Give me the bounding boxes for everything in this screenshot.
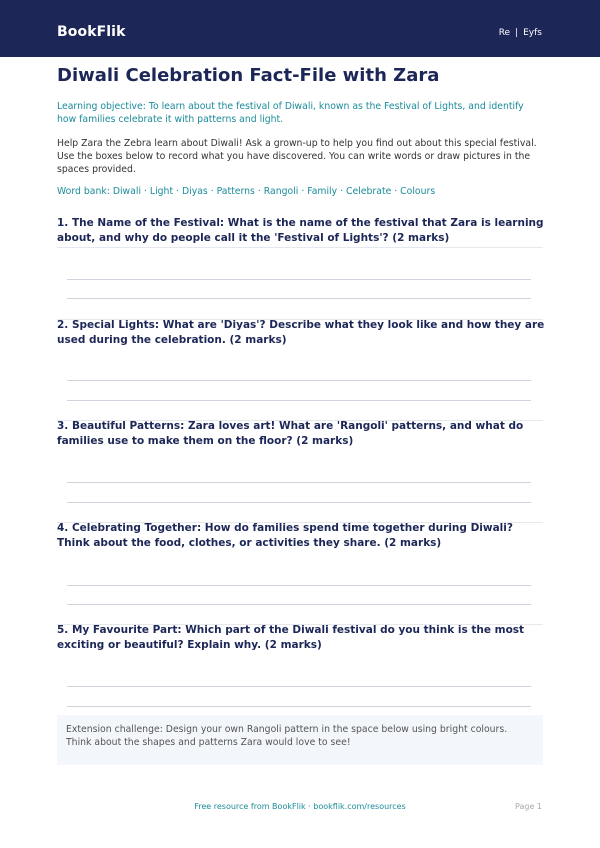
- answer-line[interactable]: [67, 706, 531, 707]
- footer: [0, 800, 600, 814]
- header-link-eyfs[interactable]: Eyfs: [523, 28, 542, 38]
- separator: |: [515, 28, 519, 38]
- question-underline: [57, 247, 543, 248]
- extension-challenge-text: Extension challenge: Design your own Rangoli pattern in the space below using bright colours. Think about the shapes and patterns Zara would love to see!: [66, 724, 508, 748]
- answer-line[interactable]: [67, 686, 531, 687]
- question-underline: [57, 624, 543, 625]
- top-header-bar: [0, 0, 600, 57]
- answer-line[interactable]: [67, 400, 531, 401]
- answer-line[interactable]: [67, 502, 531, 503]
- brand-logo[interactable]: BookFlik: [57, 24, 126, 40]
- answer-line[interactable]: [67, 604, 531, 605]
- question-1: 1. The Name of the Festival: What is the name of the festival that Zara is learning about, and why do people call it the 'Festival of Lights'? (2 marks): [57, 217, 544, 244]
- question-underline: [57, 420, 543, 421]
- answer-line[interactable]: [67, 298, 531, 299]
- header-link-re[interactable]: Re: [498, 28, 511, 38]
- page-title: Diwali Celebration Fact-File with Zara: [57, 65, 440, 86]
- word-bank: Word bank: Diwali · Light · Diyas · Patterns · Rangoli · Family · Celebrate · Colours: [57, 186, 436, 197]
- header-breadcrumb: [499, 26, 542, 40]
- question-3: 3. Beautiful Patterns: Zara loves art! What are 'Rangoli' patterns, and what do families use to make them on the floor? (2 marks): [57, 420, 524, 447]
- extension-challenge-box: [57, 715, 543, 765]
- question-underline: [57, 319, 543, 320]
- question-underline: [57, 522, 543, 523]
- answer-line[interactable]: [67, 482, 531, 483]
- intro-text: Help Zara the Zebra learn about Diwali! Ask a grown-up to help you find out about this special festival. Use the boxes below to record what you have discovered. You can write words or draw pictures in the spaces provided.: [57, 138, 537, 175]
- question-2: 2. Special Lights: What are 'Diyas'? Describe what they look like and how they are used during the celebration. (2 marks): [57, 319, 545, 346]
- answer-line[interactable]: [67, 380, 531, 381]
- question-4: 4. Celebrating Together: How do families spend time together during Diwali? Think about the food, clothes, or activities they share. (2 marks): [57, 522, 513, 549]
- learning-objective: Learning objective: To learn about the festival of Diwali, known as the Festival of Lights, and identify how families celebrate it with patterns and light.: [57, 101, 524, 125]
- question-5: 5. My Favourite Part: Which part of the Diwali festival do you think is the most exciting or beautiful? Explain why. (2 marks): [57, 624, 525, 651]
- answer-line[interactable]: [67, 279, 531, 280]
- answer-line[interactable]: [67, 585, 531, 586]
- footer-resource-link[interactable]: Free resource from BookFlik · bookflik.com/resources: [194, 802, 406, 811]
- page-number: Page 1: [515, 802, 542, 811]
